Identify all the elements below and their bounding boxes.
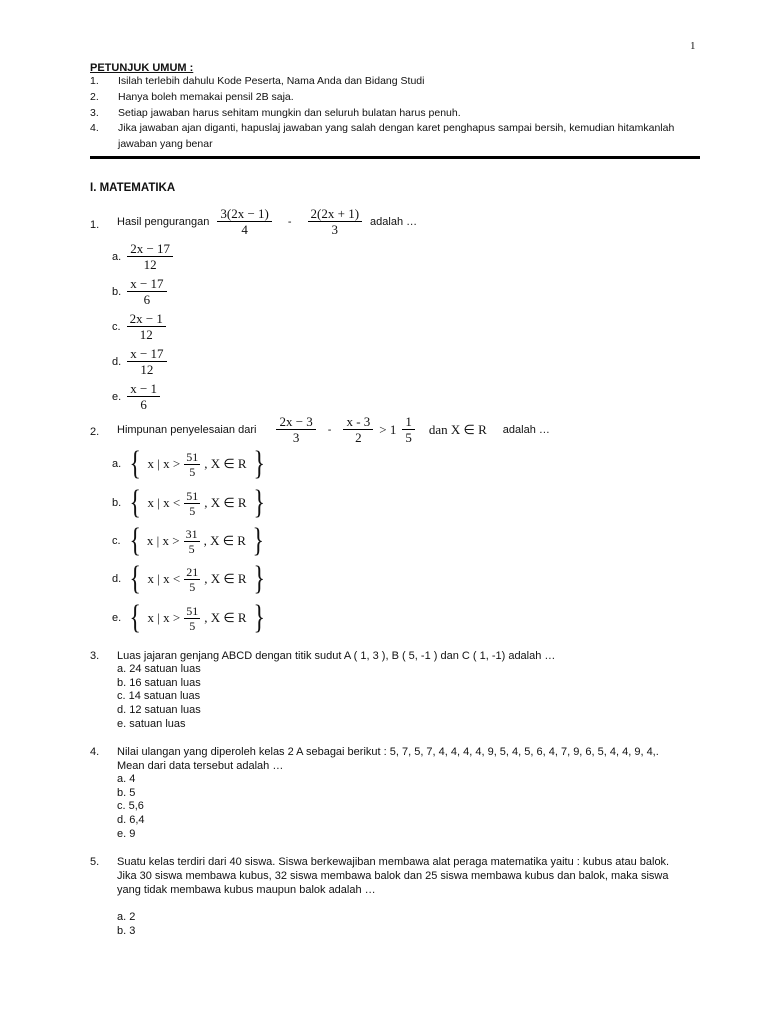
q2-minus: -: [327, 423, 332, 436]
q1-text: Hasil pengurangan: [117, 215, 210, 228]
q4-text-line1: Nilai ulangan yang diperoleh kelas 2 A sebagai berikut : 5, 7, 5, 7, 4, 4, 4, 4, 9, 5, 4, 5, 6, 4, 7, 9, 6, 5, 4, 4, 9, 4,.: [117, 746, 659, 758]
q5-text-line2: Jika 30 siswa membawa kubus, 32 siswa membawa balok dan 25 siswa membawa kubus dan balok, maka siswa: [117, 870, 669, 882]
q1-option-d: d. $\frac{x - 17}{12}$: [112, 346, 167, 377]
q4-number: 4.: [90, 746, 100, 758]
q5-text-line1: Suatu kelas terdiri dari 40 siswa. Siswa berkewajiban membawa alat peraga matematika yaitu : kubus atau balok.: [117, 856, 670, 868]
q4-option-a: a. 4: [117, 773, 136, 785]
instruction-4-cont: jawaban yang benar: [118, 138, 213, 150]
q1-fraction-2: $\frac{2(2x + 1)}{3}$: [308, 206, 363, 237]
q4-option-c: c. 5,6: [117, 800, 144, 812]
q3-text: Luas jajaran genjang ABCD dengan titik sudut A ( 1, 3 ), B ( 5, -1 ) dan C ( 1, -1) adalah …: [117, 650, 556, 662]
q5-option-a: a. 2: [117, 911, 136, 923]
instruction-1: 1. Isilah terlebih dahulu Kode Peserta, Nama Anda dan Bidang Studi: [90, 75, 425, 87]
q2-mixed-fraction: $\frac{1}{5}$: [402, 414, 415, 445]
q4-option-d: d. 6,4: [117, 814, 145, 826]
q3-number: 3.: [90, 650, 100, 662]
q3-option-b: b. 16 satuan luas: [117, 677, 201, 689]
q1-stem: [117, 206, 417, 237]
instruction-2: 2. Hanya boleh memakai pensil 2B saja.: [90, 91, 294, 103]
q2-option-a: a. { x | x > 51 5 , X ∈ R }: [112, 445, 265, 482]
q4-text-line2: Mean dari data tersebut adalah …: [117, 760, 284, 772]
q2-option-b: b. { x | x < 51 5 , X ∈ R }: [112, 484, 265, 521]
section-title: I. MATEMATIKA: [90, 182, 176, 194]
q1-option-a: a. $\frac{2x - 17}{12}$: [112, 241, 173, 272]
q5-text-line3: yang tidak membawa kubus maupun balok adalah …: [117, 884, 376, 896]
q3-option-a: a. 24 satuan luas: [117, 663, 201, 675]
q1-number: 1.: [90, 219, 100, 231]
q2-post: adalah …: [502, 423, 550, 436]
q3-option-d: d. 12 satuan luas: [117, 704, 201, 716]
q3-option-c: c. 14 satuan luas: [117, 690, 201, 702]
q2-stem: [117, 414, 550, 445]
q3-option-e: e. satuan luas: [117, 718, 186, 730]
q5-option-b: b. 3: [117, 925, 136, 937]
q4-option-b: b. 5: [117, 787, 136, 799]
separator-rule: [90, 156, 700, 159]
q2-fraction-1: $\frac{2x - 3}{3}$: [276, 414, 315, 445]
instruction-4: 4. Jika jawaban ajan diganti, hapuslaj jawaban yang salah dengan karet penghapus sampai bersih, kemudian hitamkanlah: [90, 122, 675, 134]
q5-number: 5.: [90, 856, 100, 868]
q2-option-d: d. { x | x < 21 5 , X ∈ R }: [112, 560, 265, 597]
q2-option-c: c. { x | x > 31 5 , X ∈ R }: [112, 522, 264, 559]
q2-option-e: e. { x | x > 51 5 , X ∈ R }: [112, 599, 265, 636]
q2-condition: dan X ∈ R: [428, 421, 487, 437]
q2-text: Himpunan penyelesaian dari: [117, 423, 257, 436]
q4-option-e: e. 9: [117, 828, 136, 840]
instructions-title: PETUNJUK UMUM :: [90, 62, 194, 74]
q1-option-c: c. $\frac{2x - 1}{12}$: [112, 311, 166, 342]
page-number: 1: [690, 40, 696, 52]
q1-post: adalah …: [370, 215, 418, 228]
q1-fraction-1: $\frac{3(2x - 1)}{4}$: [217, 206, 272, 237]
q2-gt: > 1: [379, 421, 397, 437]
q1-option-e: e. $\frac{x - 1}{6}$: [112, 381, 160, 412]
q1-option-b: b. $\frac{x - 17}{6}$: [112, 276, 167, 307]
q1-minus: -: [287, 215, 292, 228]
q2-fraction-2: $\frac{x - 3}{2}$: [343, 414, 373, 445]
instruction-3: 3. Setiap jawaban harus sehitam mungkin dan seluruh bulatan harus penuh.: [90, 107, 461, 119]
q2-number: 2.: [90, 426, 100, 438]
